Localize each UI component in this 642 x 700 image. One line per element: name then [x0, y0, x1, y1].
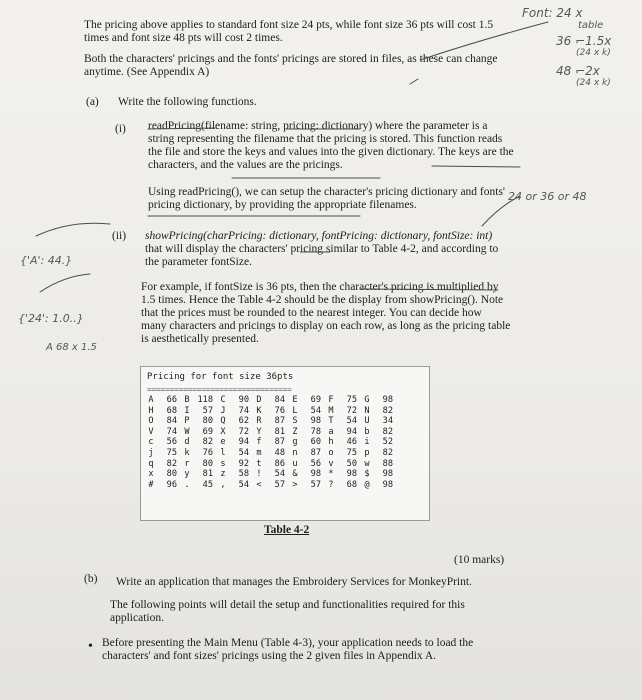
- price-char: r: [184, 458, 190, 469]
- price-char: T: [328, 416, 334, 427]
- price-value: 84: [166, 416, 177, 427]
- price-value: 86: [274, 458, 285, 469]
- price-char: O: [148, 416, 154, 427]
- price-value: 98: [310, 416, 321, 427]
- underline-readpricing: [148, 128, 215, 129]
- price-char: n: [292, 447, 298, 458]
- price-char: #: [148, 479, 154, 490]
- price-value: 80: [166, 469, 177, 480]
- price-value: 57: [310, 479, 321, 490]
- price-char: s: [220, 458, 226, 469]
- price-char: N: [364, 405, 370, 416]
- intro-line-2: times and font size 48 pts will cost 2 times.: [84, 32, 283, 44]
- handwriting-48: 48 ⌐2x: [556, 64, 600, 78]
- price-char: X: [220, 426, 226, 437]
- example-line-4: many characters and pricings to display on each row, as long as the pricing table: [141, 320, 511, 332]
- handwriting-24k-1: (24 x k): [576, 48, 611, 58]
- price-value: 98: [346, 469, 357, 480]
- price-char: g: [292, 437, 298, 448]
- price-char: U: [364, 416, 370, 427]
- price-value: 56: [310, 458, 321, 469]
- price-char: I: [184, 405, 190, 416]
- price-char: q: [148, 458, 154, 469]
- price-char: h: [328, 437, 334, 448]
- price-value: 98: [310, 469, 321, 480]
- price-value: 88: [382, 458, 393, 469]
- item-ii-line-3: the parameter fontSize.: [145, 256, 252, 268]
- item-i-note-2: pricing dictionary, by providing the appropriate filenames.: [148, 199, 417, 211]
- price-value: 68: [346, 479, 357, 490]
- example-line-1: For example, if fontSize is 36 pts, then the character's pricing is multiplied by: [141, 281, 499, 293]
- table-caption: Table 4-2: [264, 524, 310, 536]
- price-value: 54: [346, 416, 357, 427]
- price-char: p: [364, 447, 370, 458]
- price-value: 87: [274, 437, 285, 448]
- price-char: ?: [328, 479, 334, 490]
- price-char: .: [184, 479, 190, 490]
- price-value: 57: [274, 479, 285, 490]
- price-char: *: [328, 469, 334, 480]
- price-char: G: [364, 395, 370, 405]
- price-value: 66: [166, 395, 177, 405]
- price-value: 75: [346, 447, 357, 458]
- arrow-top-right: [420, 22, 548, 60]
- arrow-left-2: [40, 274, 90, 292]
- pricing-table-title: Pricing for font size 36pts: [147, 372, 294, 382]
- intro-line-4: anytime. (See Appendix A): [84, 66, 210, 78]
- price-value: 82: [382, 426, 393, 437]
- price-value: 94: [346, 426, 357, 437]
- price-char: x: [148, 469, 154, 480]
- price-char: y: [184, 469, 190, 480]
- handwriting-table: table: [578, 20, 604, 31]
- bullet-line-2: characters' and font sizes' pricings using the 2 given files in Appendix A.: [102, 650, 437, 662]
- price-value: 75: [166, 447, 177, 458]
- price-value: 80: [202, 416, 213, 427]
- price-char: M: [328, 405, 334, 416]
- price-value: 75: [346, 395, 357, 405]
- price-value: 80: [202, 458, 213, 469]
- price-char: Q: [220, 416, 226, 427]
- item-ii-line-2: that will display the characters' pricing similar to Table 4-2, and according to: [145, 243, 499, 255]
- intro-line-1: The pricing above applies to standard font size 24 pts, while font size 36 pts will cost 1.5: [84, 19, 494, 31]
- price-value: 72: [238, 426, 249, 437]
- price-char: B: [184, 395, 190, 405]
- price-value: 76: [202, 447, 213, 458]
- price-char: a: [328, 426, 334, 437]
- price-value: 58: [238, 469, 249, 480]
- price-value: 57: [202, 405, 213, 416]
- price-value: 54: [274, 469, 285, 480]
- price-char: d: [184, 437, 190, 448]
- price-value: 76: [274, 405, 285, 416]
- part-a-label: (a): [86, 96, 99, 108]
- bullet-dot: •: [88, 639, 93, 654]
- price-value: 56: [166, 437, 177, 448]
- price-char: j: [148, 447, 154, 458]
- marks-label: (10 marks): [454, 554, 505, 566]
- price-value: 82: [382, 447, 393, 458]
- price-char: ,: [220, 479, 226, 490]
- handwriting-font-24: Font: 24 x: [522, 6, 583, 20]
- price-char: K: [256, 405, 262, 416]
- price-value: 87: [274, 416, 285, 427]
- item-i-line-3: the file and store the keys and values into the given dictionary. The keys are the: [148, 146, 514, 158]
- handwriting-char-dict: {'A': 44.}: [20, 254, 73, 267]
- item-ii-number: (ii): [112, 230, 127, 242]
- price-value: 50: [346, 458, 357, 469]
- price-value: 74: [166, 426, 177, 437]
- price-char: $: [364, 469, 370, 480]
- price-char: D: [256, 395, 262, 405]
- price-value: 72: [346, 405, 357, 416]
- price-char: H: [148, 405, 154, 416]
- price-value: 98: [382, 479, 393, 490]
- part-b-para-2: application.: [110, 612, 164, 624]
- price-char: @: [364, 479, 370, 490]
- price-value: 46: [346, 437, 357, 448]
- item-i-line-1: readPricing(filename: string, pricing: dictionary) where the parameter is a: [148, 120, 488, 132]
- price-value: 54: [310, 405, 321, 416]
- price-value: 82: [382, 405, 393, 416]
- price-value: 82: [166, 458, 177, 469]
- item-i-line-4: characters, and the values are the pricings.: [148, 159, 343, 171]
- example-line-5: is aesthetically presented.: [141, 333, 259, 345]
- tick-mark: [410, 79, 418, 84]
- price-value: 81: [202, 469, 213, 480]
- price-value: 78: [310, 426, 321, 437]
- price-value: 69: [202, 426, 213, 437]
- price-char: k: [184, 447, 190, 458]
- price-char: J: [220, 405, 226, 416]
- price-char: o: [328, 447, 334, 458]
- intro-line-3: Both the characters' pricings and the fonts' pricings are stored in files, as these can change: [84, 53, 498, 65]
- price-char: F: [328, 395, 334, 405]
- price-char: >: [292, 479, 298, 490]
- price-value: 118: [197, 395, 213, 405]
- price-char: <: [256, 479, 262, 490]
- example-line-3: that the prices must be rounded to the nearest integer. You can decide how: [141, 307, 482, 319]
- price-value: 90: [238, 395, 249, 405]
- price-value: 87: [310, 447, 321, 458]
- part-b-label: (b): [84, 573, 98, 585]
- underline-multiplied: [360, 289, 498, 290]
- price-value: 60: [310, 437, 321, 448]
- price-char: S: [292, 416, 298, 427]
- price-value: 98: [382, 395, 393, 405]
- price-char: W: [184, 426, 190, 437]
- item-i-number: (i): [115, 123, 126, 135]
- bullet-line-1: Before presenting the Main Menu (Table 4-3), your application needs to load the: [102, 637, 474, 649]
- price-char: v: [328, 458, 334, 469]
- price-char: l: [220, 447, 226, 458]
- price-char: &: [292, 469, 298, 480]
- handwriting-font-options: 24 or 36 or 48: [508, 190, 587, 203]
- example-line-2: 1.5 times. Hence the Table 4-2 should be the display from showPricing(). Note: [141, 294, 504, 306]
- price-char: z: [220, 469, 226, 480]
- price-char: m: [256, 447, 262, 458]
- handwriting-calc: A 68 x 1.5: [46, 342, 97, 353]
- price-char: u: [292, 458, 298, 469]
- price-char: L: [292, 405, 298, 416]
- part-b-para-1: The following points will detail the setup and functionalities required for this: [110, 599, 465, 611]
- price-value: 62: [238, 416, 249, 427]
- pricing-table-rule: ================================: [147, 385, 292, 394]
- item-ii-line-1: showPricing(charPricing: dictionary, fontPricing: dictionary, fontSize: int): [145, 230, 493, 242]
- price-value: 48: [274, 447, 285, 458]
- price-value: 92: [238, 458, 249, 469]
- price-char: R: [256, 416, 262, 427]
- price-value: 81: [274, 426, 285, 437]
- price-value: 82: [202, 437, 213, 448]
- price-value: 69: [310, 395, 321, 405]
- price-value: 52: [382, 437, 393, 448]
- underline-keys: [432, 166, 520, 167]
- price-char: b: [364, 426, 370, 437]
- price-char: e: [220, 437, 226, 448]
- price-char: V: [148, 426, 154, 437]
- arrow-mid-right: [482, 196, 520, 226]
- item-i-line-2: string representing the filename that the pricing is stored. This function reads: [148, 133, 503, 145]
- handwriting-36: 36 ⌐1.5x: [556, 34, 612, 48]
- price-char: f: [256, 437, 262, 448]
- price-value: 34: [382, 416, 393, 427]
- price-char: Z: [292, 426, 298, 437]
- price-char: i: [364, 437, 370, 448]
- price-char: !: [256, 469, 262, 480]
- handwriting-font-dict: {'24': 1.0..}: [18, 312, 84, 325]
- price-value: 74: [238, 405, 249, 416]
- price-char: E: [292, 395, 298, 405]
- arrow-left-1: [36, 223, 110, 236]
- price-value: 54: [238, 447, 249, 458]
- part-a-heading: Write the following functions.: [118, 96, 257, 108]
- price-char: P: [184, 416, 190, 427]
- price-value: 45: [202, 479, 213, 490]
- handwriting-24k-2: (24 x k): [576, 78, 611, 88]
- price-char: c: [148, 437, 154, 448]
- price-value: 84: [274, 395, 285, 405]
- price-value: 54: [238, 479, 249, 490]
- price-value: 96: [166, 479, 177, 490]
- price-char: A: [148, 395, 154, 405]
- price-char: w: [364, 458, 370, 469]
- price-char: t: [256, 458, 262, 469]
- part-b-heading: Write an application that manages the Embroidery Services for MonkeyPrint.: [116, 576, 472, 588]
- price-value: 94: [238, 437, 249, 448]
- price-char: C: [220, 395, 226, 405]
- item-i-note-1: Using readPricing(), we can setup the character's pricing dictionary and fonts': [148, 186, 506, 198]
- price-char: Y: [256, 426, 262, 437]
- price-value: 68: [166, 405, 177, 416]
- price-value: 98: [382, 469, 393, 480]
